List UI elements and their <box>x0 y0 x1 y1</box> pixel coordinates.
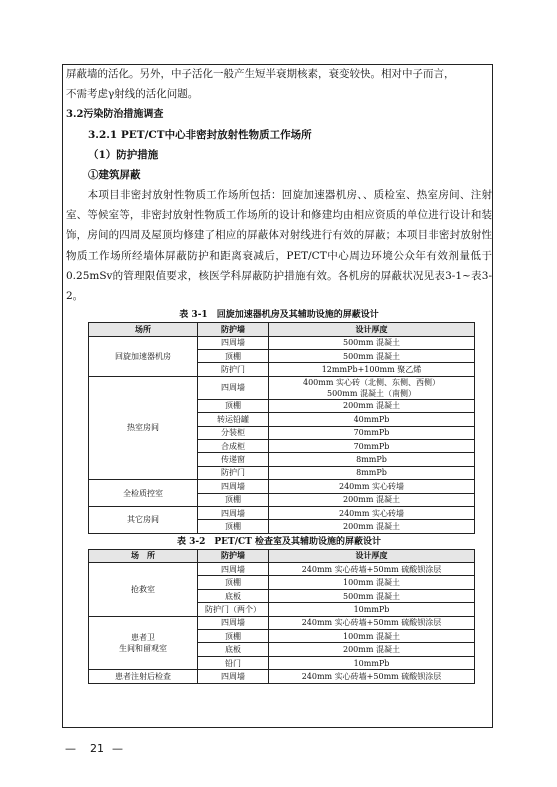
wall-cell: 顶棚 <box>198 630 269 643</box>
document-body <box>66 64 492 684</box>
wall-cell: 四周墙 <box>198 616 269 629</box>
thickness-cell: 500mm 混凝土 <box>269 336 475 349</box>
table-header-row <box>89 549 475 562</box>
thickness-cell: 240mm 实心砖墙+50mm 硫酸钡涂层 <box>269 670 475 683</box>
table-1 <box>88 322 475 533</box>
sub-sub-heading: ①建筑屏蔽 <box>88 169 141 181</box>
thickness-cell: 200mm 混凝土 <box>269 493 475 506</box>
table-2 <box>88 549 475 684</box>
thickness-cell: 500mm 混凝土 <box>269 589 475 602</box>
place-cell: 抢救室 <box>89 563 198 617</box>
wall-cell: 四周墙 <box>198 336 269 349</box>
table-header-cell: 设计厚度 <box>269 323 475 336</box>
thickness-cell: 240mm 实心砖墙 <box>269 480 475 493</box>
wall-cell: 传递窗 <box>198 453 269 466</box>
thickness-cell: 240mm 实心砖墙+50mm 硫酸钡涂层 <box>269 563 475 576</box>
wall-cell: 顶棚 <box>198 520 269 533</box>
place-cell <box>89 616 198 670</box>
thickness-line: 400mm 实心砖（北侧、东侧、西侧） <box>303 377 440 387</box>
wall-cell: 防护门 <box>198 363 269 376</box>
thickness-cell: 100mm 混凝土 <box>269 576 475 589</box>
section-heading: 3.2污染防治措施调查 <box>66 109 164 120</box>
wall-cell: 顶棚 <box>198 576 269 589</box>
table-row <box>89 616 475 629</box>
wall-cell: 四周墙 <box>198 376 269 399</box>
page-footer <box>0 742 200 758</box>
place-cell: 热室房间 <box>89 376 198 479</box>
place-line: 生间和留观室 <box>119 643 167 653</box>
thickness-cell: 10mmPb <box>269 603 475 616</box>
thickness-cell <box>269 376 475 399</box>
wall-cell: 底板 <box>198 643 269 656</box>
thickness-cell: 240mm 实心砖墙+50mm 硫酸钡涂层 <box>269 616 475 629</box>
wall-cell: 合成柜 <box>198 439 269 452</box>
wall-cell: 底板 <box>198 589 269 602</box>
wall-cell: 铅门 <box>198 656 269 669</box>
place-cell: 患者注射后检查 <box>89 670 198 683</box>
top-text-line-1: 屏蔽墙的活化。另外，中子活化一般产生短半衰期核素，衰变较快。相对中子而言， <box>66 68 455 80</box>
page-number-dash-left: — <box>65 742 76 755</box>
thickness-cell: 500mm 混凝土 <box>269 350 475 363</box>
sub-heading: （1）防护措施 <box>88 149 159 161</box>
table-2-caption: 表 3-2 PET/CT 检查室及其辅助设施的屏蔽设计 <box>177 536 381 547</box>
place-cell: 全检质控室 <box>89 480 198 507</box>
wall-cell: 防护门 <box>198 466 269 479</box>
thickness-cell: 12mmPb+100mm 聚乙烯 <box>269 363 475 376</box>
wall-cell: 四周墙 <box>198 670 269 683</box>
thickness-cell: 200mm 混凝土 <box>269 643 475 656</box>
table-row <box>89 336 475 349</box>
thickness-cell: 8mmPb <box>269 466 475 479</box>
body-paragraph: 本项目非密封放射性物质工作场所包括：回旋加速器机房、、质检室、热室房间、注射室、等候室等，非密封放射性物质工作场所的设计和修建均由相应资质的单位进行设计和装饰，房间的四周及屋顶均修建了相应的屏蔽体对射线进行有效的屏蔽；本项目非密封放射性物质工作场所经墙体屏蔽防护和距离衰减后，PET/CT中心周边环境公众年有效剂量低于0.25mSv的管理限值要求，核医学科屏蔽防护措施有效。各机房的屏蔽状况见表3-1~表3-2。 <box>66 189 492 303</box>
thickness-line: 500mm 混凝土（南侧） <box>327 388 416 398</box>
wall-cell: 四周墙 <box>198 506 269 519</box>
thickness-cell: 240mm 实心砖墙 <box>269 506 475 519</box>
page-number: 21 <box>90 742 104 755</box>
thickness-cell: 200mm 混凝土 <box>269 520 475 533</box>
thickness-cell: 200mm 混凝土 <box>269 399 475 412</box>
table-header-row <box>89 323 475 336</box>
table-row <box>89 480 475 493</box>
wall-cell: 四周墙 <box>198 563 269 576</box>
thickness-cell: 8mmPb <box>269 453 475 466</box>
page-number-dash-right: — <box>112 742 123 755</box>
subsection-heading: 3.2.1 PET/CT中心非密封放射性物质工作场所 <box>88 129 312 141</box>
wall-cell: 四周墙 <box>198 480 269 493</box>
table-header-cell: 设计厚度 <box>269 549 475 562</box>
wall-cell: 转运铅罐 <box>198 413 269 426</box>
table-row <box>89 670 475 683</box>
place-cell: 其它房间 <box>89 506 198 533</box>
table-row <box>89 376 475 399</box>
table-header-cell: 防护墙 <box>198 323 269 336</box>
table-row <box>89 563 475 576</box>
place-cell: 回旋加速器机房 <box>89 336 198 376</box>
wall-cell: 顶棚 <box>198 350 269 363</box>
thickness-cell: 70mmPb <box>269 426 475 439</box>
thickness-cell: 10mmPb <box>269 656 475 669</box>
top-text-line-2: 不需考虑γ射线的活化问题。 <box>66 88 199 100</box>
place-line: 患者卫 <box>131 632 155 642</box>
table-header-cell: 场 所 <box>89 549 198 562</box>
thickness-cell: 40mmPb <box>269 413 475 426</box>
wall-cell: 顶棚 <box>198 399 269 412</box>
table-row <box>89 506 475 519</box>
wall-cell: 顶棚 <box>198 493 269 506</box>
table-header-cell: 场所 <box>89 323 198 336</box>
table-1-caption: 表 3-1 回旋加速器机房及其辅助设施的屏蔽设计 <box>179 310 379 321</box>
table-header-cell: 防护墙 <box>198 549 269 562</box>
thickness-cell: 100mm 混凝土 <box>269 630 475 643</box>
wall-cell: 分装柜 <box>198 426 269 439</box>
wall-cell: 防护门（两个） <box>198 603 269 616</box>
thickness-cell: 70mmPb <box>269 439 475 452</box>
